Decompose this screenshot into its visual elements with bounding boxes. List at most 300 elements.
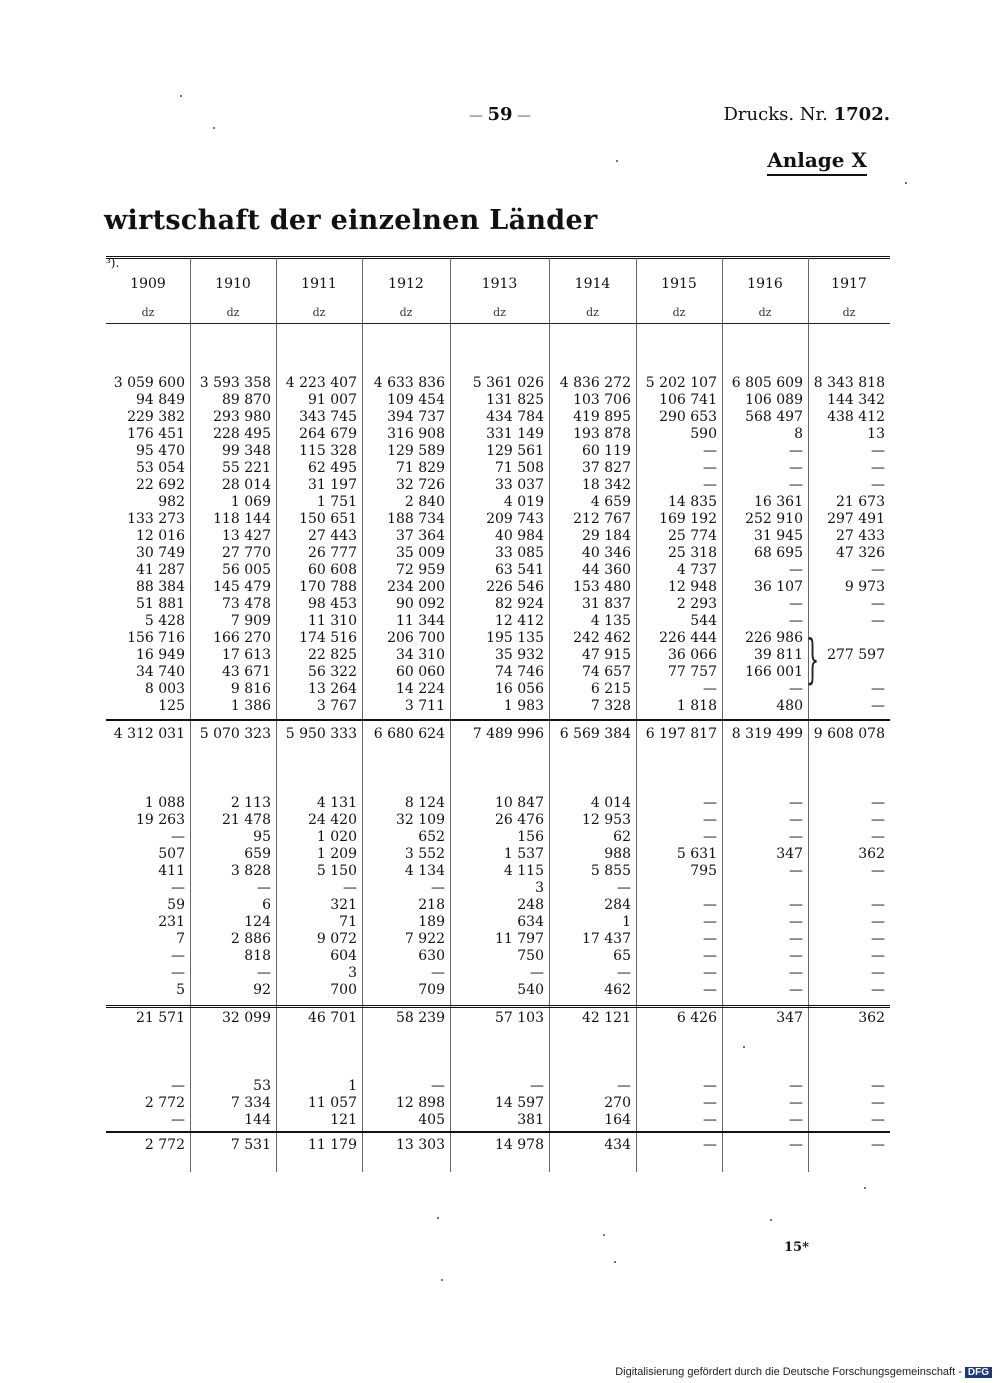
- brace-1917: }: [806, 630, 820, 690]
- data-table: [106, 256, 890, 1172]
- column-unit: dz: [586, 306, 599, 319]
- table-cell: —: [789, 477, 803, 493]
- dfg-logo: DFG: [965, 1367, 992, 1378]
- total-cell: 6 426: [676, 1010, 717, 1026]
- table-cell: 231: [158, 914, 185, 930]
- table-cell: 125: [158, 698, 185, 714]
- table-cell: 13 264: [308, 681, 357, 697]
- total-cell: 434: [604, 1137, 631, 1153]
- table-cell: 540: [517, 982, 544, 998]
- column-unit: dz: [842, 306, 856, 319]
- table-cell: —: [617, 1078, 631, 1094]
- table-cell: 700: [330, 982, 357, 998]
- table-cell: —: [703, 477, 717, 493]
- footer-credit: [615, 1366, 992, 1378]
- table-cell: 31 945: [754, 528, 803, 544]
- table-cell: 4 019: [503, 494, 544, 510]
- column-unit: dz: [493, 306, 506, 319]
- table-cell: —: [431, 1078, 445, 1094]
- table-cell: 1 020: [316, 829, 357, 845]
- table-cell: 242 462: [573, 630, 631, 646]
- table-cell: —: [871, 812, 885, 828]
- table-cell: —: [789, 613, 803, 629]
- table-cell: 8: [794, 426, 803, 442]
- table-cell: 228 495: [213, 426, 271, 442]
- table-cell: 74 746: [495, 664, 544, 680]
- column-unit: dz: [226, 306, 240, 319]
- table-cell: 60 119: [582, 443, 631, 459]
- header-rule: [106, 323, 890, 324]
- table-cell: 8 003: [144, 681, 185, 697]
- table-cell: 8 343 818: [813, 375, 885, 391]
- table-cell: 32 109: [396, 812, 445, 828]
- section1-total-rule: [106, 719, 890, 721]
- table-cell: —: [703, 965, 717, 981]
- table-cell: —: [703, 795, 717, 811]
- table-cell: 63 541: [495, 562, 544, 578]
- table-cell: 206 700: [387, 630, 445, 646]
- table-cell: —: [171, 1112, 185, 1128]
- table-cell: —: [703, 982, 717, 998]
- table-cell: —: [871, 1078, 885, 1094]
- table-cell: 71: [339, 914, 357, 930]
- table-cell: 12 016: [136, 528, 185, 544]
- table-cell: 226 546: [486, 579, 544, 595]
- table-cell: —: [171, 948, 185, 964]
- column-year: 1911: [301, 276, 337, 292]
- table-cell: 7 922: [404, 931, 445, 947]
- table-cell: 3 711: [404, 698, 445, 714]
- table-cell: —: [343, 880, 357, 896]
- table-cell: 189: [418, 914, 445, 930]
- table-cell: 480: [776, 698, 803, 714]
- page-number: — 59 —: [469, 104, 531, 125]
- table-cell: —: [789, 1095, 803, 1111]
- table-cell: 98 453: [308, 596, 357, 612]
- table-cell: 133 273: [127, 511, 185, 527]
- table-cell: 26 777: [308, 545, 357, 561]
- table-cell: 44 360: [582, 562, 631, 578]
- table-cell: 27 433: [836, 528, 885, 544]
- table-cell: —: [530, 965, 544, 981]
- table-cell: 73 478: [222, 596, 271, 612]
- table-cell: 13: [867, 426, 885, 442]
- table-cell: 3 828: [230, 863, 271, 879]
- table-cell: 590: [690, 426, 717, 442]
- table-cell: —: [871, 948, 885, 964]
- table-cell: 362: [858, 846, 885, 862]
- table-cell: 1 751: [316, 494, 357, 510]
- table-cell: 5 631: [676, 846, 717, 862]
- total-cell: 6 569 384: [559, 726, 631, 742]
- table-cell: 2 293: [676, 596, 717, 612]
- table-cell: 26 476: [495, 812, 544, 828]
- table-cell: 156 716: [127, 630, 185, 646]
- table-cell: —: [871, 965, 885, 981]
- table-cell: 234 200: [387, 579, 445, 595]
- table-cell: 25 774: [668, 528, 717, 544]
- table-cell: 293 980: [213, 409, 271, 425]
- table-cell: 252 910: [745, 511, 803, 527]
- table-cell: 2 772: [144, 1095, 185, 1111]
- table-cell: 818: [244, 948, 271, 964]
- table-cell: 4 115: [503, 863, 544, 879]
- table-cell: 3 767: [316, 698, 357, 714]
- table-cell: 11 310: [308, 613, 357, 629]
- druck-prefix: Drucks. Nr.: [723, 104, 828, 125]
- table-cell: 40 346: [582, 545, 631, 561]
- table-cell: 248: [517, 897, 544, 913]
- total-cell: 5 950 333: [285, 726, 357, 742]
- table-cell: 71 829: [396, 460, 445, 476]
- column-year: 1916: [747, 276, 783, 292]
- table-cell: 53 054: [136, 460, 185, 476]
- table-cell: 21 478: [222, 812, 271, 828]
- druck-number: 1702.: [833, 104, 890, 125]
- table-cell: 4 131: [316, 795, 357, 811]
- table-cell: —: [703, 1095, 717, 1111]
- table-cell: 25 318: [668, 545, 717, 561]
- table-cell: 14 597: [495, 1095, 544, 1111]
- column-year: 1915: [661, 276, 697, 292]
- table-cell: 92: [253, 982, 271, 998]
- table-cell: 37 364: [396, 528, 445, 544]
- table-cell: —: [871, 477, 885, 493]
- table-cell: —: [703, 948, 717, 964]
- total-cell: 347: [776, 1010, 803, 1026]
- table-cell: —: [871, 982, 885, 998]
- table-cell: 8 124: [404, 795, 445, 811]
- table-cell: 36 107: [754, 579, 803, 595]
- table-cell: 9 973: [844, 579, 885, 595]
- total-cell: 13 303: [396, 1137, 445, 1153]
- table-cell: 129 561: [486, 443, 544, 459]
- table-cell: 1 983: [503, 698, 544, 714]
- table-cell: 31 837: [582, 596, 631, 612]
- table-cell: 118 144: [213, 511, 271, 527]
- table-cell: —: [431, 880, 445, 896]
- table-cell: 77 757: [668, 664, 717, 680]
- column-year: 1914: [574, 276, 611, 292]
- table-cell: 24 420: [308, 812, 357, 828]
- column-year: 1909: [130, 276, 166, 292]
- table-cell: —: [871, 596, 885, 612]
- table-cell: 434 784: [486, 409, 544, 425]
- table-cell: 14 835: [668, 494, 717, 510]
- table-cell: 55 221: [222, 460, 271, 476]
- table-cell: 419 895: [573, 409, 631, 425]
- table-cell: 1 386: [230, 698, 271, 714]
- table-cell: —: [171, 1078, 185, 1094]
- table-cell: —: [789, 1112, 803, 1128]
- table-cell: —: [789, 562, 803, 578]
- table-cell: 507: [158, 846, 185, 862]
- total-cell: 46 701: [308, 1010, 357, 1026]
- table-cell: 95 470: [136, 443, 185, 459]
- footnote-ref: ³).: [106, 256, 120, 270]
- table-cell: —: [789, 965, 803, 981]
- table-cell: —: [257, 880, 271, 896]
- table-cell: 47 915: [582, 647, 631, 663]
- table-cell: —: [171, 965, 185, 981]
- table-cell: 68 695: [754, 545, 803, 561]
- table-cell: 18 342: [582, 477, 631, 493]
- column-unit: dz: [312, 306, 326, 319]
- table-cell: 12 948: [668, 579, 717, 595]
- column-unit: dz: [141, 306, 155, 319]
- table-cell: —: [789, 681, 803, 697]
- table-cell: 4 737: [676, 562, 717, 578]
- table-cell: 229 382: [127, 409, 185, 425]
- total-cell: 11 179: [308, 1137, 357, 1153]
- table-cell: 381: [517, 1112, 544, 1128]
- table-cell: 7: [176, 931, 185, 947]
- table-cell: 34 740: [136, 664, 185, 680]
- table-cell: 60 060: [396, 664, 445, 680]
- total-cell: —: [871, 1137, 885, 1153]
- table-cell: 1 537: [503, 846, 544, 862]
- table-cell: 4 134: [404, 863, 445, 879]
- table-cell: 72 959: [396, 562, 445, 578]
- table-cell: 17 437: [582, 931, 631, 947]
- table-cell: 1 818: [676, 698, 717, 714]
- table-cell: —: [871, 460, 885, 476]
- table-cell: —: [703, 1078, 717, 1094]
- page-title: wirtschaft der einzelnen Länder: [104, 205, 598, 236]
- table-cell: —: [530, 1078, 544, 1094]
- table-cell: 164: [604, 1112, 631, 1128]
- table-cell: 750: [517, 948, 544, 964]
- total-cell: 5 070 323: [199, 726, 271, 742]
- table-cell: —: [703, 1112, 717, 1128]
- table-cell: 124: [244, 914, 271, 930]
- table-cell: 4 014: [590, 795, 631, 811]
- table-cell: 4 633 836: [373, 375, 445, 391]
- table-cell: 462: [604, 982, 631, 998]
- table-cell: —: [171, 829, 185, 845]
- table-cell: 604: [330, 948, 357, 964]
- table-cell: 29 184: [582, 528, 631, 544]
- table-cell: —: [871, 863, 885, 879]
- table-cell: —: [871, 1112, 885, 1128]
- table-cell: 195 135: [486, 630, 544, 646]
- total-cell: 32 099: [222, 1010, 271, 1026]
- table-cell: 144: [244, 1112, 271, 1128]
- table-cell: —: [617, 880, 631, 896]
- table-cell: 56 322: [308, 664, 357, 680]
- table-cell: 630: [418, 948, 445, 964]
- table-cell: 31 197: [308, 477, 357, 493]
- table-cell: 5 202 107: [645, 375, 717, 391]
- table-cell: 106 741: [659, 392, 717, 408]
- table-cell: 62: [613, 829, 631, 845]
- table-cell: 568 497: [745, 409, 803, 425]
- table-cell: 988: [604, 846, 631, 862]
- table-cell: 331 149: [486, 426, 544, 442]
- table-cell: —: [789, 982, 803, 998]
- total-cell: 58 239: [396, 1010, 445, 1026]
- table-cell: 28 014: [222, 477, 271, 493]
- table-cell: 41 287: [136, 562, 185, 578]
- column-unit: dz: [399, 306, 413, 319]
- table-cell: —: [789, 443, 803, 459]
- table-cell: 33 085: [495, 545, 544, 561]
- table-cell: 4 836 272: [559, 375, 631, 391]
- total-cell: 57 103: [495, 1010, 544, 1026]
- table-cell: —: [703, 931, 717, 947]
- table-cell: 62 495: [308, 460, 357, 476]
- table-cell: 6 805 609: [731, 375, 803, 391]
- table-cell: 34 310: [396, 647, 445, 663]
- table-cell: 544: [690, 613, 717, 629]
- total-cell: 7 531: [230, 1137, 271, 1153]
- table-cell: 37 827: [582, 460, 631, 476]
- total-cell: 362: [858, 1010, 885, 1026]
- table-cell: —: [871, 897, 885, 913]
- total-cell: 2 772: [144, 1137, 185, 1153]
- table-cell: 22 825: [308, 647, 357, 663]
- table-cell: 209 743: [486, 511, 544, 527]
- table-cell: 27 443: [308, 528, 357, 544]
- table-cell: 88 384: [136, 579, 185, 595]
- table-cell: 7 334: [230, 1095, 271, 1111]
- table-cell: 3 552: [404, 846, 445, 862]
- table-cell: 166 001: [745, 664, 803, 680]
- table-cell: —: [871, 698, 885, 714]
- table-cell: 5: [176, 982, 185, 998]
- table-cell: —: [789, 812, 803, 828]
- table-cell: 438 412: [827, 409, 885, 425]
- table-cell: 82 924: [495, 596, 544, 612]
- table-cell: 3 593 358: [199, 375, 271, 391]
- table-cell: —: [789, 948, 803, 964]
- page-number-value: 59: [487, 104, 513, 125]
- table-cell: 33 037: [495, 477, 544, 493]
- table-cell: 17 613: [222, 647, 271, 663]
- table-cell: —: [789, 914, 803, 930]
- table-cell: —: [789, 460, 803, 476]
- table-cell: 411: [158, 863, 185, 879]
- table-cell: 94 849: [136, 392, 185, 408]
- table-cell: —: [257, 965, 271, 981]
- table-cell: 4 223 407: [285, 375, 357, 391]
- table-cell: 7 328: [590, 698, 631, 714]
- table-cell: 14 224: [396, 681, 445, 697]
- column-unit: dz: [758, 306, 772, 319]
- table-cell: —: [789, 897, 803, 913]
- table-cell: —: [789, 931, 803, 947]
- table-cell: —: [871, 562, 885, 578]
- table-cell: 90 092: [396, 596, 445, 612]
- signature-mark: 15*: [784, 1240, 809, 1255]
- table-cell: 12 953: [582, 812, 631, 828]
- table-cell: 16 361: [754, 494, 803, 510]
- table-cell: 56 005: [222, 562, 271, 578]
- table-cell: —: [617, 965, 631, 981]
- total-cell: 4 312 031: [113, 726, 185, 742]
- table-cell: 170 788: [299, 579, 357, 595]
- table-cell: —: [789, 795, 803, 811]
- table-cell: 21 673: [836, 494, 885, 510]
- table-cell: 795: [690, 863, 717, 879]
- table-cell: 405: [418, 1112, 445, 1128]
- table-cell: 99 348: [222, 443, 271, 459]
- table-cell: 277 597: [827, 647, 885, 663]
- table-cell: 12 412: [495, 613, 544, 629]
- total-cell: —: [789, 1137, 803, 1153]
- table-cell: 43 671: [222, 664, 271, 680]
- total-cell: 8 319 499: [731, 726, 803, 742]
- table-cell: 35 009: [396, 545, 445, 561]
- column-year: 1913: [481, 276, 518, 292]
- table-cell: 1 069: [230, 494, 271, 510]
- table-cell: 5 855: [590, 863, 631, 879]
- section3-total-rule: [106, 1131, 890, 1133]
- table-cell: 226 444: [659, 630, 717, 646]
- table-cell: 109 454: [387, 392, 445, 408]
- table-cell: 166 270: [213, 630, 271, 646]
- table-cell: 1 088: [144, 795, 185, 811]
- table-cell: 60 608: [308, 562, 357, 578]
- table-cell: 5 428: [144, 613, 185, 629]
- total-cell: 42 121: [582, 1010, 631, 1026]
- table-cell: —: [871, 795, 885, 811]
- table-cell: —: [871, 931, 885, 947]
- table-cell: 347: [776, 846, 803, 862]
- table-cell: 13 427: [222, 528, 271, 544]
- table-cell: 2 886: [230, 931, 271, 947]
- table-cell: 3 059 600: [113, 375, 185, 391]
- table-cell: 59: [167, 897, 185, 913]
- table-cell: 270: [604, 1095, 631, 1111]
- table-cell: 150 651: [299, 511, 357, 527]
- table-cell: 95: [253, 829, 271, 845]
- table-cell: 9 072: [316, 931, 357, 947]
- table-cell: 321: [330, 897, 357, 913]
- footer-text: Digitalisierung gefördert durch die Deutsche Forschungsgemeinschaft -: [615, 1366, 962, 1378]
- table-cell: 106 089: [745, 392, 803, 408]
- table-cell: 156: [517, 829, 544, 845]
- druck-reference: [723, 104, 890, 125]
- table-cell: 176 451: [127, 426, 185, 442]
- table-cell: —: [789, 863, 803, 879]
- table-cell: —: [871, 1095, 885, 1111]
- anlage-label: Anlage X: [767, 148, 867, 176]
- total-cell: 6 680 624: [373, 726, 445, 742]
- column-year: 1912: [388, 276, 424, 292]
- total-cell: —: [703, 1137, 717, 1153]
- table-cell: 982: [158, 494, 185, 510]
- table-cell: 121: [330, 1112, 357, 1128]
- table-cell: 5 150: [316, 863, 357, 879]
- table-cell: —: [871, 914, 885, 930]
- table-cell: 153 480: [573, 579, 631, 595]
- table-cell: 91 007: [308, 392, 357, 408]
- table-cell: 6 215: [590, 681, 631, 697]
- table-cell: 36 066: [668, 647, 717, 663]
- table-cell: 65: [613, 948, 631, 964]
- table-cell: 169 192: [659, 511, 717, 527]
- table-cell: 634: [517, 914, 544, 930]
- table-cell: —: [789, 596, 803, 612]
- table-cell: 16 056: [495, 681, 544, 697]
- table-cell: 212 767: [573, 511, 631, 527]
- table-cell: 11 797: [495, 931, 544, 947]
- table-cell: 4 659: [590, 494, 631, 510]
- table-cell: 10 847: [495, 795, 544, 811]
- table-cell: 115 328: [299, 443, 357, 459]
- table-cell: 3: [535, 880, 544, 896]
